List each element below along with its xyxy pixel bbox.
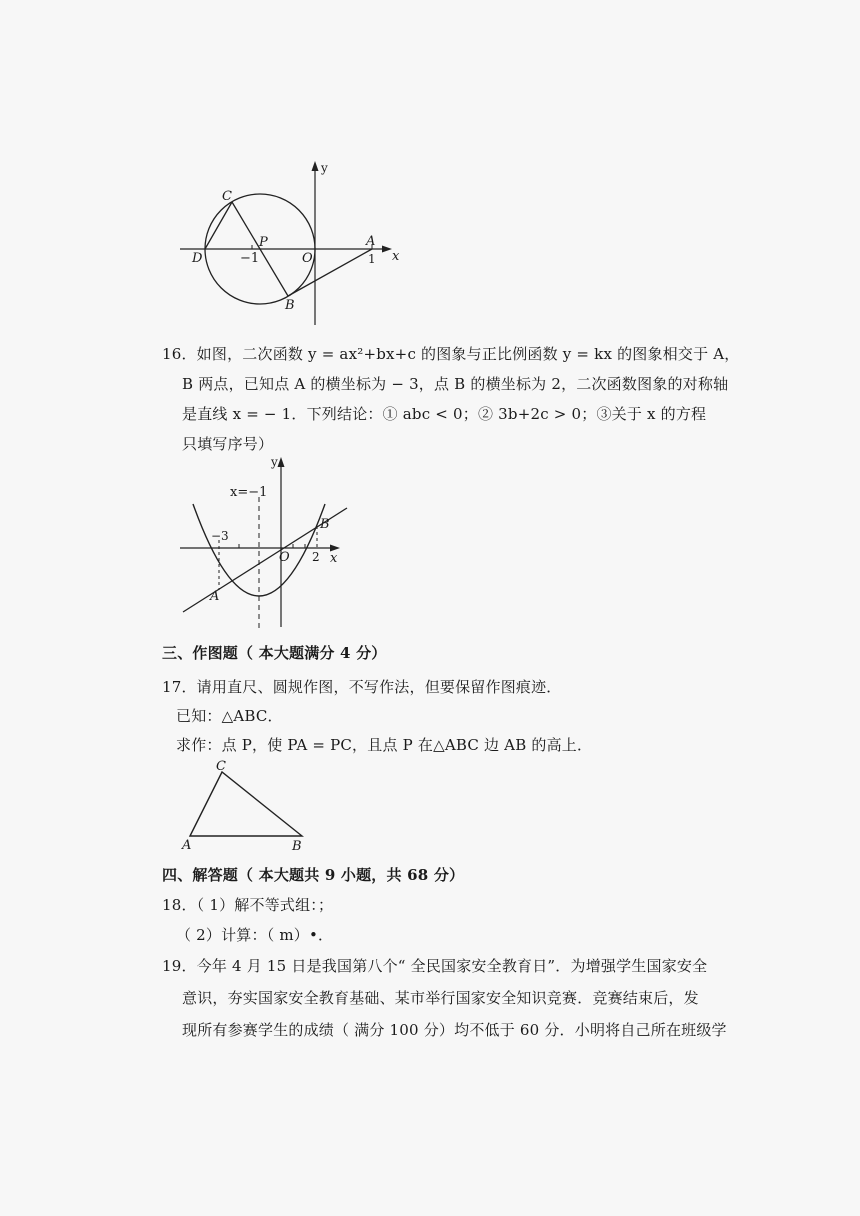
- label-B: B: [292, 839, 302, 853]
- chord-DC: [205, 202, 232, 249]
- label-A: A: [210, 589, 220, 604]
- q17-line-3: 求作：点 P，使 PA = PC，且点 P 在△ABC 边 AB 的高上．: [176, 736, 593, 754]
- label-D: D: [192, 251, 203, 266]
- section-3-heading: 三、作图题（ 本大题满分 4 分）: [162, 644, 387, 662]
- triangle-ABC: [190, 772, 302, 836]
- figure-15-circle-diagram: [170, 155, 410, 330]
- q17-line-1: 17．请用直尺、圆规作图，不写作法，但要保留作图痕迹．: [162, 678, 562, 696]
- q17-line-2: 已知：△ABC．: [176, 707, 283, 725]
- q16-line-2: B 两点，已知点 A 的横坐标为 − 3，点 B 的横坐标为 2，二次函数图象的对称轴: [182, 375, 729, 393]
- q16-line-1: 16．如图，二次函数 y = ax²+bx+c 的图象与正比例函数 y = kx 的图象相交于 A，: [162, 345, 740, 363]
- label-O: O: [279, 550, 290, 565]
- figure-17-triangle: [178, 758, 313, 853]
- label-1: 1: [368, 252, 376, 266]
- line-BA: [288, 249, 372, 296]
- label-y: y: [321, 161, 328, 175]
- q19-line-1: 19．今年 4 月 15 日是我国第八个“ 全民国家安全教育日”．为增强学生国家安全: [162, 957, 708, 975]
- label-x-eq-neg1: x=−1: [230, 485, 268, 500]
- label-neg1: −1: [240, 251, 260, 266]
- figure-16-parabola-diagram: [175, 452, 355, 637]
- label-A: A: [182, 838, 192, 853]
- label-C: C: [216, 759, 226, 774]
- q16-line-3: 是直线 x = − 1．下列结论：① abc < 0；② 3b+2c > 0；③关于 x 的方程: [182, 405, 707, 423]
- label-P: P: [259, 235, 268, 250]
- q19-line-2: 意识，夯实国家安全教育基础、某市举行国家安全知识竞赛．竞赛结束后，发: [182, 989, 699, 1007]
- label-x: x: [330, 551, 338, 566]
- q19-line-3: 现所有参赛学生的成绩（ 满分 100 分）均不低于 60 分．小明将自己所在班级学: [182, 1021, 727, 1039]
- q18-line-1: 18．（ 1）解不等式组：；: [162, 896, 334, 914]
- label-y: y: [271, 455, 278, 469]
- q16-line-4: 只填写序号）: [182, 435, 274, 453]
- q18-line-2: （ 2）计算：（ m）•．: [176, 926, 334, 944]
- label-2: 2: [312, 550, 320, 564]
- label-C: C: [222, 189, 232, 204]
- label-A: A: [366, 234, 376, 249]
- label-B: B: [285, 298, 295, 313]
- label-x: x: [392, 249, 400, 264]
- label-neg3: −3: [211, 529, 229, 543]
- label-B: B: [320, 517, 330, 532]
- y-axis-arrow: [278, 457, 285, 467]
- label-O: O: [302, 251, 313, 266]
- y-axis-arrow: [312, 161, 319, 171]
- section-4-heading: 四、解答题（ 本大题共 9 小题，共 68 分）: [162, 866, 465, 884]
- x-axis-arrow: [382, 246, 392, 253]
